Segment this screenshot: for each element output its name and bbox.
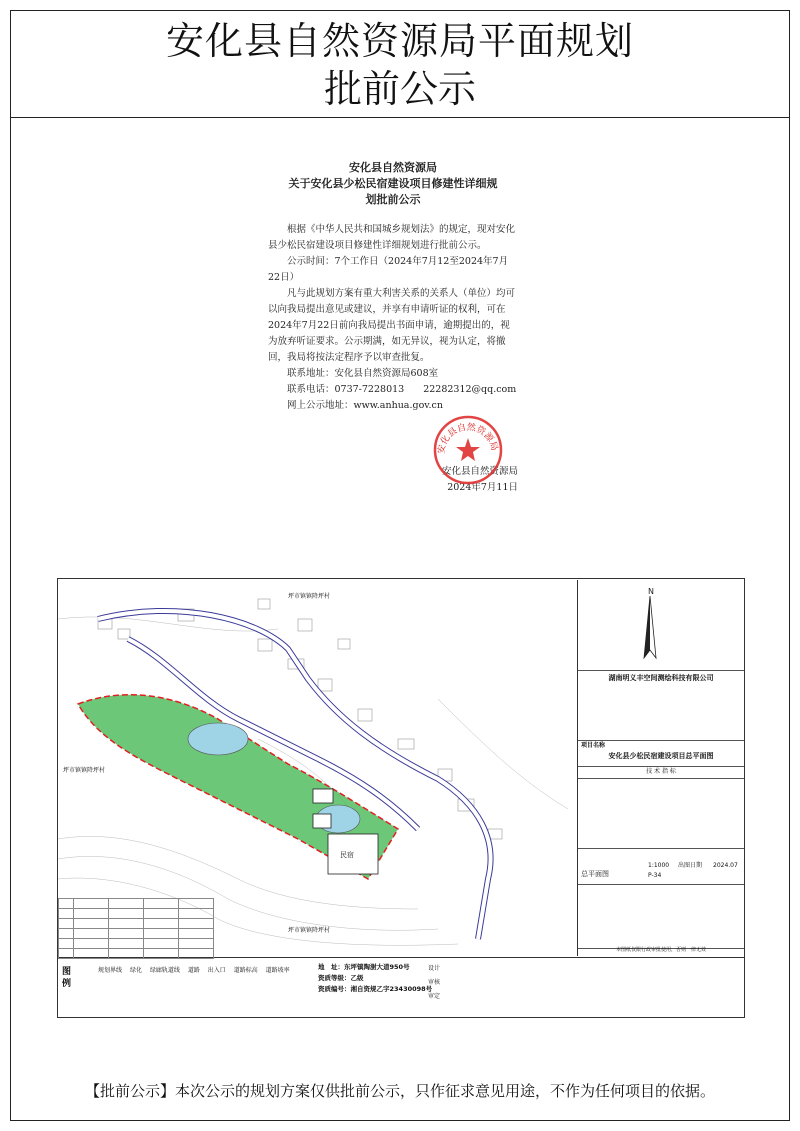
notice-phone: 联系电话：0737-7228013 22282312@qq.com (287, 384, 517, 395)
legend-item-green: 绿化 (129, 967, 142, 974)
sign-label-design: 设计 (428, 965, 441, 972)
company-qualification: 资质等级：乙级 (318, 974, 364, 982)
notice-title-line2: 划批前公示 (365, 193, 421, 206)
page-title: 安化县自然资源局平面规划 (165, 19, 634, 63)
north-arrow-icon (578, 580, 744, 670)
legend-item-slope: 道路坡率 (265, 967, 290, 974)
page-subtitle: 批前公示 (323, 67, 476, 111)
company-cert: 资质编号：湘自资规乙字23430098号 (318, 985, 433, 993)
notice-date: 2024年7月11日 (447, 482, 518, 493)
stamp-note: 本图纸仅限行政审批使用，否则一律无效 (615, 947, 706, 953)
legend-item-boundary: 规划界线 (98, 967, 123, 974)
title-box (11, 11, 789, 118)
company-info (318, 962, 432, 995)
legend-item-entrance: 出入口 (207, 967, 226, 974)
project-label: 项目名称 (581, 742, 606, 749)
notice-title-line1: 关于安化县少松民宿建设项目修建性详细规 (288, 177, 498, 190)
project-name: 安化县少松民宿建设项目总平面图 (608, 752, 714, 760)
notice-period: 公示时间：7个工作日（2024年7月12至2024年7月22日） (268, 256, 509, 283)
road-label-3: 坪市镇镇降坪村 (288, 927, 331, 934)
date-label: 出图日期 (678, 862, 703, 869)
tech-header: 技 术 指 标 (646, 768, 676, 775)
legend-item-greenway: 绿廊轨道线 (149, 967, 180, 974)
title-block (577, 580, 744, 956)
drawing-date: 2024.07 (713, 862, 738, 869)
building-index-table (58, 898, 214, 959)
legend-title: 图例 (62, 967, 72, 989)
notice-paragraph-1: 根据《中华人民共和国城乡规划法》的规定，现对安化县少松民宿建设项目修建性详细规划进行批前公示。 (268, 224, 516, 251)
company-address: 地 址：东坪镇陶澍大道950号 (318, 963, 410, 971)
legend-item-elevation: 道路标高 (233, 967, 258, 974)
notice-signature: 安化县自然资源局 (441, 466, 518, 477)
svg-text:安化县自然资源局: 安化县自然资源局 (436, 422, 499, 455)
svg-text:民宿: 民宿 (340, 851, 354, 859)
sign-labels (428, 962, 440, 1004)
notice-website: 网上公示地址：www.anhua.gov.cn (287, 400, 443, 411)
notice-address: 联系地址：安化县自然资源局608室 (287, 368, 439, 379)
notice-org: 安化县自然资源局 (349, 161, 437, 174)
sign-label-check: 审核 (428, 979, 441, 986)
company-name: 湖南明义丰空间测绘科技有限公司 (578, 670, 744, 682)
road-label-1: 坪市镇镇降坪村 (288, 593, 331, 600)
drawing-scale: 1:1000 (648, 862, 670, 869)
sign-label-approve: 审定 (428, 993, 441, 1000)
official-seal-icon (432, 414, 504, 486)
legend-block (57, 958, 745, 1018)
legend-items (98, 964, 318, 978)
legend-item-road: 道路 (187, 967, 200, 974)
drawing-title: 总平面图 (581, 870, 609, 878)
drawing-number: P-34 (648, 872, 662, 879)
notice-paragraph-2: 凡与此规划方案有重大利害关系的关系人（单位）均可以向我局提出意见或建议，并享有申请听证的权利，可在2024年7月22日前向我局提出书面申请，逾期提出的，视为放弃听证要求。公示期满，如无异议，视为认定，将撤回，我局将按法定程序予以审查批复。 (268, 288, 516, 363)
svg-text:N: N (648, 587, 654, 596)
footer-disclaimer: 【批前公示】本次公示的规划方案仅供批前公示，只作征求意见用途，不作为任何项目的依据。 (84, 1082, 715, 1100)
road-label-2: 坪市镇镇降坪村 (63, 767, 106, 774)
